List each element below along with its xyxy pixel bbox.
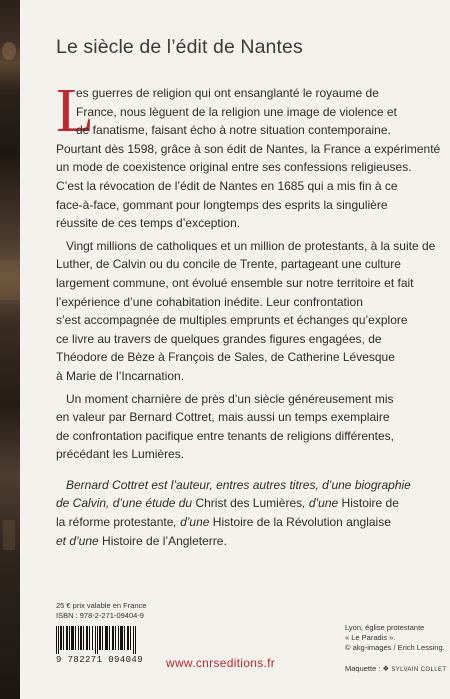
text-line: C’est la révocation de l’édit de Nantes en 1685 qui a mis fin à ce (56, 178, 398, 193)
text-line: France, nous lèguent de la religion une image de violence et (76, 104, 397, 119)
barcode (56, 626, 138, 654)
design-credit (345, 664, 446, 673)
price-isbn (56, 601, 146, 621)
text-line: s’est accompagnée de multiples emprunts et échanges qu’explore (56, 313, 408, 328)
text-line: de fanatisme, faisant écho à notre situation contemporaine. (76, 123, 391, 138)
paragraph-3 (56, 390, 436, 464)
designer-logo-icon: ❖ (382, 664, 390, 673)
text-line: réussite de ces temps d’exception. (56, 216, 241, 231)
text-line: un mode de coexistence original entre ses confessions religieuses. (56, 160, 412, 175)
paragraph-2 (56, 237, 436, 386)
text-line: Pourtant dès 1598, grâce à son édit de Nantes, la France a expérimenté (56, 141, 441, 156)
credit-line: « Le Paradis ». (345, 633, 396, 642)
text-line: Bernard Cottret est l’auteur, entres autres titres, d’une biographie (66, 477, 411, 492)
text-line: l’expérience d’une cohabitation inédite. Leur confrontation (56, 294, 363, 309)
text-line: en valeur par Bernard Cottret, mais aussi un temps exemplaire (56, 410, 390, 425)
drop-cap: L (56, 77, 94, 145)
maquette-label: Maquette : (345, 664, 381, 673)
text-line: précédant les Lumières. (56, 447, 185, 462)
author-bio (56, 476, 436, 550)
credit-line: Lyon, église protestante (345, 623, 425, 632)
publisher-website: www.cnrseditions.fr (166, 656, 276, 670)
blurb-text (56, 77, 441, 550)
text-line: Un moment charnière de près d’un siècle généreusement mis (66, 391, 394, 406)
text-line: de Calvin, d’une étude du Christ des Lumières, d’une Histoire de (56, 496, 399, 511)
text-line: ce livre au travers de quelques grandes figures engagées, de (56, 331, 382, 346)
price: 25 € prix valable en France (56, 601, 147, 610)
text-line: Vingt millions de catholiques et un million de protestants, à la suite de (66, 238, 436, 253)
text-line: de confrontation pacifique entre tenants de religions différentes, (56, 428, 395, 443)
text-line: Luther, de Calvin ou du concile de Trente, partageant une culture (56, 257, 401, 272)
text-line: et d’une Histoire de l’Angleterre. (56, 533, 227, 548)
book-title: Le siècle de l’édit de Nantes (56, 36, 303, 58)
credit-line: © akg-images / Erich Lessing. (345, 643, 445, 652)
text-line: à Marie de l’Incarnation. (56, 368, 185, 383)
isbn: ISBN : 978-2-271-09404-9 (56, 611, 144, 620)
barcode-number: 9 782271 094049 (56, 655, 144, 665)
paragraph-1 (56, 77, 441, 233)
text-line: face-à-face, gommant pour longtemps des esprits la singulière (56, 197, 388, 212)
text-line: la réforme protestante, d’une Histoire de la Révolution anglaise (56, 515, 391, 530)
designer-name: SYLVAIN COLLET (391, 667, 447, 673)
text-line: Théodore de Bèze à François de Sales, de Catherine Lévesque (56, 350, 395, 365)
text-line: largement commune, ont évolué ensemble sur notre territoire et fait (56, 275, 414, 290)
cover-painting-strip (0, 0, 20, 699)
image-credits (345, 623, 445, 653)
text-line: es guerres de religion qui ont ensanglanté le royaume de (76, 86, 379, 100)
